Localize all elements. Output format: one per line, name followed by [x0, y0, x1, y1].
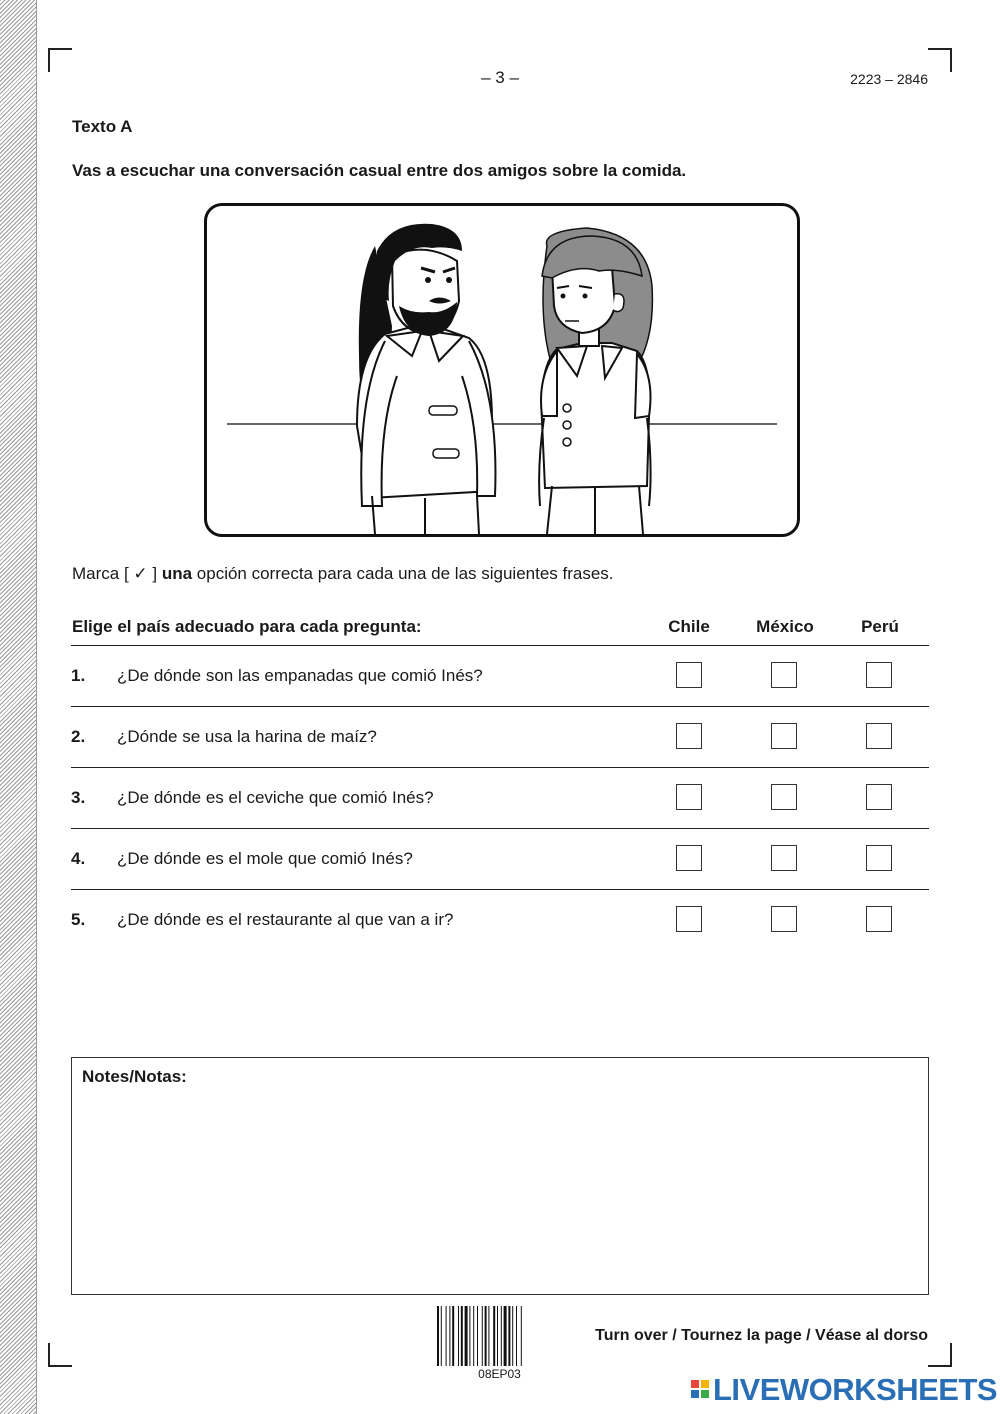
barcode-bar	[461, 1306, 463, 1366]
column-mexico: México	[756, 617, 814, 636]
instruction-prefix: Marca [ ✓ ]	[72, 564, 162, 583]
checkbox-mexico[interactable]	[771, 662, 797, 688]
barcode-bar	[446, 1306, 447, 1366]
question-text: ¿De dónde es el restaurante al que van a ir?	[117, 910, 454, 929]
barcode-bar	[477, 1306, 478, 1366]
checkbox-chile[interactable]	[676, 845, 702, 871]
instruction-text	[72, 564, 614, 584]
illustration-two-friends	[204, 203, 800, 537]
crop-mark-bottom-right	[928, 1343, 952, 1367]
question-table	[71, 615, 929, 950]
question-number: 5.	[71, 910, 86, 929]
barcode-bar	[473, 1306, 474, 1366]
question-row-1	[71, 646, 929, 707]
logo-square	[691, 1390, 699, 1398]
perforated-margin	[0, 0, 37, 1414]
question-row-4	[71, 829, 929, 890]
question-row-3	[71, 768, 929, 829]
column-peru: Perú	[861, 617, 899, 636]
logo-squares-icon	[691, 1380, 709, 1398]
barcode-bar	[521, 1306, 522, 1366]
question-number: 1.	[71, 666, 86, 685]
notes-label: Notes/Notas:	[82, 1067, 187, 1086]
section-title: Texto A	[72, 117, 133, 136]
checkbox-chile[interactable]	[676, 723, 702, 749]
barcode-bar	[504, 1306, 507, 1366]
barcode-bar	[508, 1306, 510, 1366]
checkbox-peru[interactable]	[866, 662, 892, 688]
barcode-bar	[482, 1306, 483, 1366]
barcode-bar	[452, 1306, 454, 1366]
question-text: ¿De dónde es el mole que comió Inés?	[117, 849, 413, 868]
barcode-bar	[493, 1306, 495, 1366]
logo-square	[701, 1380, 709, 1388]
question-row-5	[71, 890, 929, 950]
barcode-number: 08EP03	[478, 1367, 521, 1381]
logo-square	[691, 1380, 699, 1388]
checkbox-mexico[interactable]	[771, 906, 797, 932]
table-header	[71, 615, 929, 646]
question-text: ¿De dónde es el ceviche que comió Inés?	[117, 788, 434, 807]
question-number: 3.	[71, 788, 86, 807]
question-number: 4.	[71, 849, 86, 868]
checkbox-mexico[interactable]	[771, 845, 797, 871]
instruction-bold: una	[161, 564, 193, 583]
barcode-bar	[488, 1306, 489, 1366]
barcode-bar	[516, 1306, 517, 1366]
question-row-2	[71, 707, 929, 768]
question-number: 2.	[71, 727, 86, 746]
barcode-bar	[458, 1306, 459, 1366]
checkbox-chile[interactable]	[676, 906, 702, 932]
logo-text: LIVEWORKSHEETS	[713, 1371, 998, 1407]
table-prompt: Elige el país adecuado para cada pregunta:	[72, 617, 422, 636]
instruction-suffix: opción correcta para cada una de las siguientes frases.	[192, 564, 614, 583]
barcode-bar	[441, 1306, 442, 1366]
barcode-bar	[469, 1306, 470, 1366]
question-text: ¿De dónde son las empanadas que comió Inés?	[117, 666, 483, 685]
checkbox-peru[interactable]	[866, 845, 892, 871]
checkbox-peru[interactable]	[866, 723, 892, 749]
checkbox-mexico[interactable]	[771, 784, 797, 810]
checkbox-peru[interactable]	[866, 906, 892, 932]
question-text: ¿Dónde se usa la harina de maíz?	[117, 727, 377, 746]
barcode-bar	[512, 1306, 513, 1366]
checkbox-peru[interactable]	[866, 784, 892, 810]
checkbox-mexico[interactable]	[771, 723, 797, 749]
barcode-bar	[501, 1306, 502, 1366]
barcode-image	[437, 1306, 562, 1366]
intro-text: Vas a escuchar una conversación casual entre dos amigos sobre la comida.	[72, 161, 687, 180]
turn-over-text: Turn over / Tournez la page / Véase al dorso	[595, 1327, 928, 1344]
logo-square	[701, 1390, 709, 1398]
barcode-bar	[497, 1306, 498, 1366]
two-friends-drawing	[207, 206, 797, 534]
notes-box[interactable]	[71, 1057, 929, 1295]
page-number: – 3 –	[481, 68, 519, 87]
column-chile: Chile	[668, 617, 710, 636]
crop-mark-bottom-left	[48, 1343, 72, 1367]
checkbox-chile[interactable]	[676, 784, 702, 810]
barcode-bar	[437, 1306, 439, 1366]
barcode-bar	[449, 1306, 450, 1366]
document-code: 2223 – 2846	[850, 71, 928, 87]
checkbox-chile[interactable]	[676, 662, 702, 688]
barcode-bar	[465, 1306, 468, 1366]
liveworksheets-logo	[691, 1372, 997, 1406]
barcode-bar	[485, 1306, 487, 1366]
